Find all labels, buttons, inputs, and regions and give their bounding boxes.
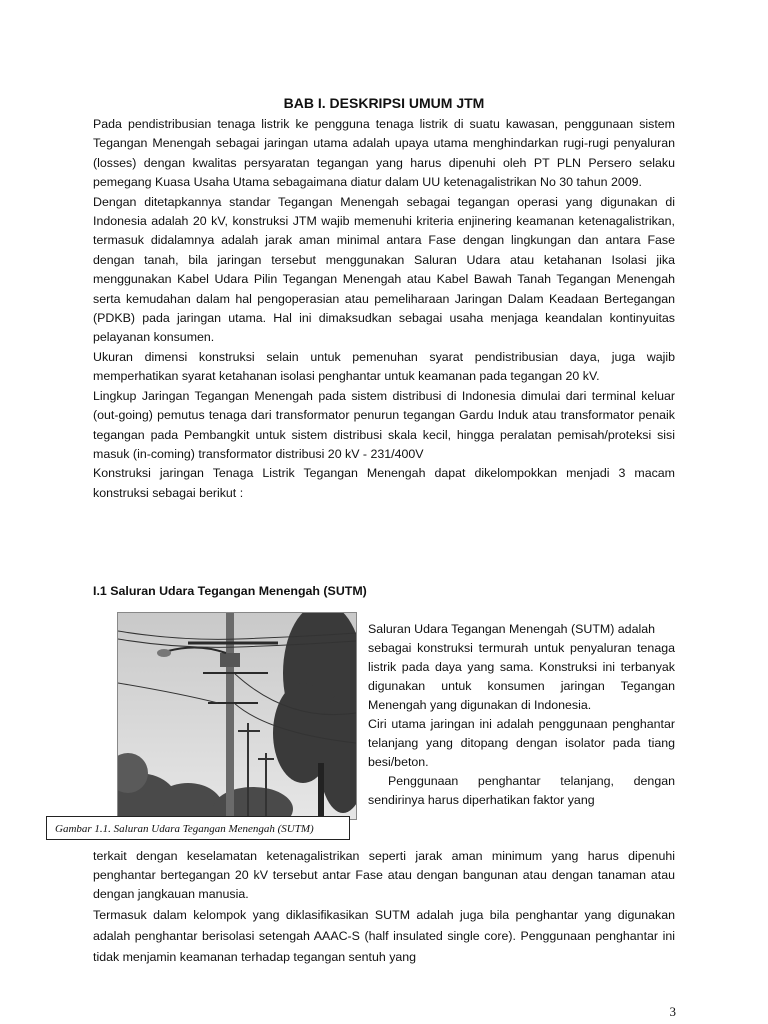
page-number: 3	[669, 1004, 676, 1019]
figure-caption: Gambar 1.1. Saluran Udara Tegangan Menengah (SUTM)	[46, 816, 350, 840]
paragraph-3: Ukuran dimensi konstruksi selain untuk pemenuhan syarat pendistribusian daya, juga wajib memperhatikan syarat ketahanan isolasi penghantar untuk keamanan pada tegangan 20 kV.	[93, 349, 675, 384]
paragraph-2: Dengan ditetapkannya standar Tegangan Menengah sebagai tegangan operasi yang digunakan di Indonesia adalah 20 kV, konstruksi JTM wajib memenuhi kriteria enjinering keamanan ketenagalistrikan, termasuk didalamnya adalah jarak aman minimal antara Fase dengan lingkungan dan antara Fase dengan tanah, bila jaringan tersebut menggunakan Saluran Udara atau ketahanan Isolasi jika menggunakan Kabel Udara Pilin Tegangan Menengah atau Kabel Bawah Tanah Tegangan Menengah serta kemudahan dalam hal pengoperasian atau pemeliharaan Jaringan Dalam Keadaan Bertegangan (PDKB) pada jaringan utama. Hal ini dimaksudkan sebagai usaha menjaga keandalan kontinyuitas pelayanan konsumen.	[93, 194, 675, 345]
paragraph-4: Lingkup Jaringan Tegangan Menengah pada sistem distribusi di Indonesia dimulai dari terminal keluar (out-going) pemutus tenaga dari transformator penurun tegangan Gardu Induk atau transformator penaik tegangan pada Pembangkit untuk sistem distribusi skala kecil, hingga peralatan pemisah/proteksi sisi masuk (in-coming) transformator distribusi 20 kV - 231/400V	[93, 388, 675, 461]
side-paragraph-4: Penggunaan penghantar telanjang, dengan sendirinya harus diperhatikan faktor yang	[368, 774, 675, 807]
side-paragraph-1: Saluran Udara Tegangan Menengah (SUTM) adalah	[368, 622, 655, 636]
paragraph-1: Pada pendistribusian tenaga listrik ke pengguna tenaga listrik di suatu kawasan, penggunaan sistem Tegangan Menengah sebagai jaringan utama adalah upaya utama menghindarkan rugi-rugi penyaluran (losses) dengan kwalitas persyaratan tegangan yang harus dipenuhi oleh PT PLN Persero selaku pemegang Kuasa Usaha Utama sebagaimana diatur dalam UU ketenagalistrikan No 30 tahun 2009.	[93, 117, 675, 190]
bottom-paragraph-2: Termasuk dalam kelompok yang diklasifikasikan SUTM adalah juga bila penghantar yang digunakan adalah penghantar berisolasi setengah AAAC-S (half insulated single core). Penggunaan penghantar ini tidak menjamin keamanan terhadap tegangan sentuh yang	[93, 907, 675, 964]
side-paragraph-3: Ciri utama jaringan ini adalah penggunaan penghantar telanjang yang ditopang dengan isolator pada tiang besi/beton.	[368, 717, 675, 769]
section-heading: I.1 Saluran Udara Tegangan Menengah (SUTM)	[93, 584, 367, 598]
sutm-photo	[117, 612, 357, 820]
intro-text	[93, 115, 675, 503]
page-title: BAB I. DESKRIPSI UMUM JTM	[283, 95, 485, 111]
bottom-paragraph-1: terkait dengan keselamatan ketenagalistrikan seperti jarak aman minimum yang harus dipenuhi penghantar bertegangan 20 kV tersebut antar Fase atau dengan bangunan atau dengan tanaman atau dengan jangkauan manusia.	[93, 849, 675, 902]
side-text	[368, 620, 675, 810]
side-paragraph-2: sebagai konstruksi termurah untuk penyaluran tenaga listrik pada daya yang sama. Konstruksi ini terbanyak digunakan untuk konsumen jaringan Tegangan Menengah yang digunakan di Indonesia.	[368, 641, 675, 712]
paragraph-5: Konstruksi jaringan Tenaga Listrik Tegangan Menengah dapat dikelompokkan menjadi 3 macam konstruksi sebagai berikut :	[93, 466, 675, 500]
bottom-text	[93, 847, 675, 968]
